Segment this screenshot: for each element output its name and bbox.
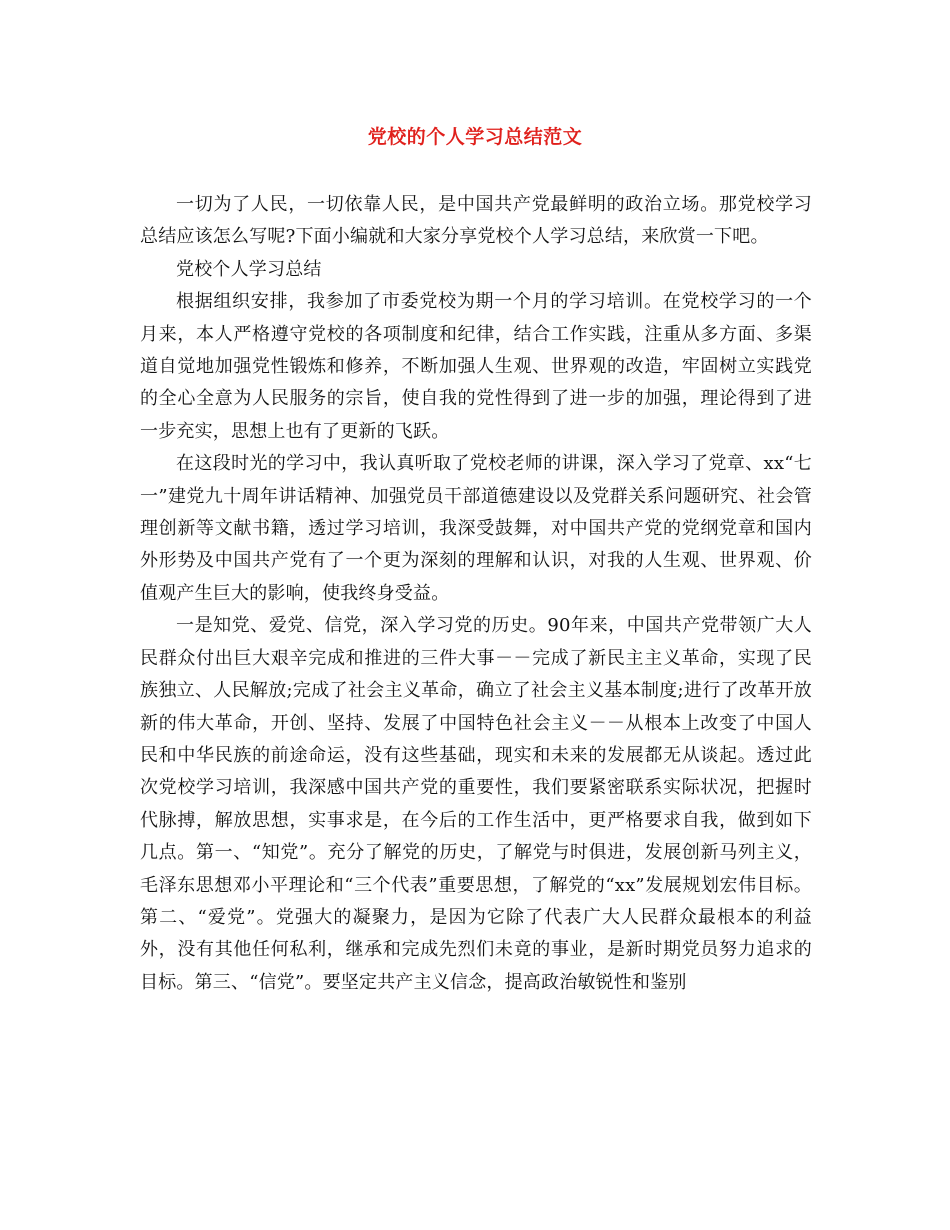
document-body xyxy=(140,189,812,999)
body-paragraph: 在这段时光的学习中，我认真听取了党校老师的讲课，深入学习了党章、xx“七一”建党九十周年讲话精神、加强党员干部道德建设以及党群关系问题研究、社会管理创新等文献书籍，透过学习培训，我深受鼓舞，对中国共产党的党纲党章和国内外形势及中国共产党有了一个更为深刻的理解和认识，对我的人生观、世界观、价值观产生巨大的影响，使我终身受益。 xyxy=(140,453,812,604)
section-heading: 党校个人学习总结 xyxy=(176,258,322,280)
body-paragraph: 根据组织安排，我参加了市委党校为期一个月的学习培训。在党校学习的一个月来，本人严格遵守党校的各项制度和纪律，结合工作实践，注重从多方面、多渠道自觉地加强党性锻炼和修养，不断加强人生观、世界观的改造，牢固树立实践党的全心全意为人民服务的宗旨，使自我的党性得到了进一步的加强，理论得到了进一步充实，思想上也有了更新的飞跃。 xyxy=(140,291,812,442)
document-title: 党校的个人学习总结范文 xyxy=(367,126,583,148)
intro-paragraph: 一切为了人民，一切依靠人民，是中国共产党最鲜明的政治立场。那党校学习总结应该怎么写呢?下面小编就和大家分享党校个人学习总结，来欣赏一下吧。 xyxy=(140,194,812,248)
body-paragraph: 一是知党、爱党、信党，深入学习党的历史。90年来，中国共产党带领广大人民群众付出巨大艰辛完成和推进的三件大事－－完成了新民主主义革命，实现了民族独立、人民解放;完成了社会主义革命，确立了社会主义基本制度;进行了改革开放新的伟大革命，开创、坚持、发展了中国特色社会主义－－从根本上改变了中国人民和中华民族的前途命运，没有这些基础，现实和未来的发展都无从谈起。透过此次党校学习培训，我深感中国共产党的重要性，我们要紧密联系实际状况，把握时代脉搏，解放思想，实事求是，在今后的工作生活中，更严格要求自我，做到如下几点。第一、“知党”。充分了解党的历史，了解党与时俱进，发展创新马列主义，毛泽东思想邓小平理论和“三个代表”重要思想，了解党的“xx”发展规划宏伟目标。第二、“爱党”。党强大的凝聚力，是因为它除了代表广大人民群众最根本的利益外，没有其他任何私利，继承和完成先烈们未竟的事业，是新时期党员努力追求的目标。第三、“信党”。要坚定共产主义信念，提高政治敏锐性和鉴别 xyxy=(140,615,812,993)
